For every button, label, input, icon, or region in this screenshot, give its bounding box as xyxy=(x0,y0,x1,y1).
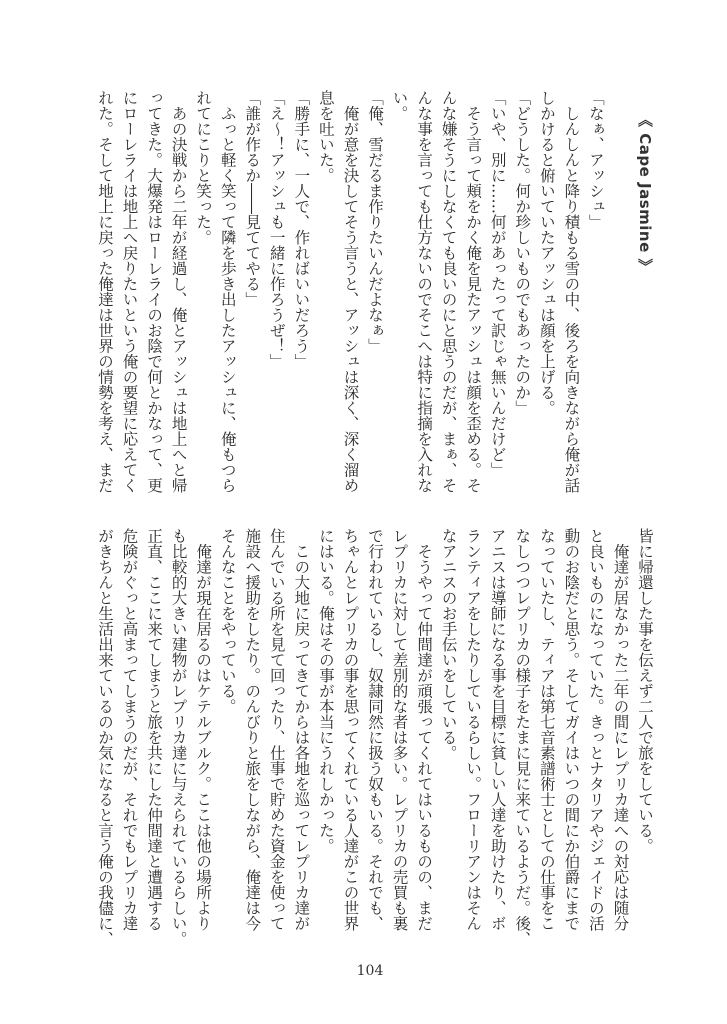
text-column: レプリカに対して差別的な者は多い。レプリカの売買も裏 xyxy=(390,528,409,931)
text-column: ってきた。大爆発はローレライのお陰で何とかなって、更 xyxy=(145,90,164,493)
text-column: で行われているし、奴隷同然に扱う奴もいる。それでも、 xyxy=(365,528,384,931)
text-column: れた。そして地上に戻った俺達は世界の情勢を考え、まだ xyxy=(95,90,114,493)
text-column: 危険がぐっと高まってしまうのだが、それでもレプリカ達 xyxy=(120,528,139,931)
text-column: ちゃんとレプリカの事を思ってくれている人達がこの世界 xyxy=(341,528,360,931)
text-column: 息を吐いた。 xyxy=(316,90,335,183)
text-column: 「どうした。何か珍しいものでもあったのか」 xyxy=(513,90,532,416)
text-column: しんしんと降り積もる雪の中、後ろを向きながら俺が話 xyxy=(562,90,581,493)
text-column: なっていたし、ティアは第七音素譜術士としての仕事をこ xyxy=(537,528,556,931)
text-column: 施設へ援助をしたり。のんびりと旅をしながら、俺達は今 xyxy=(243,528,262,931)
text-column: 「誰が作るか――見ててやる」 xyxy=(243,90,262,307)
text-column: なアニスのお手伝いをしている。 xyxy=(439,528,458,761)
text-column: れてにこりと笑った。 xyxy=(194,90,213,245)
text-column: アニスは導師になる事を目標に貧しい人達を助けたり、ボ xyxy=(488,528,507,931)
text-column: 正直、ここに来てしまうと旅を共にした仲間達と遭遇する xyxy=(145,528,164,931)
text-column: んな嫌そうにしなくても良いのにと思うのだが、まぁ、そ xyxy=(439,90,458,493)
chapter-title: 《 Cape Jasmine 》 xyxy=(636,112,654,274)
text-column: この大地に戻ってきてからは各地を巡ってレプリカ達が xyxy=(292,528,311,931)
text-column: にローレライは地上へ戻りたいという俺の要望に応えてく xyxy=(120,90,139,493)
text-column: そんなことをやっている。 xyxy=(218,528,237,714)
upper-text-tier xyxy=(92,90,657,493)
text-column: んな事を言っても仕方ないのでそこへは特に指摘を入れな xyxy=(415,90,434,493)
text-column: 住んでいる所を見て回ったり、仕事で貯めた資金を使って xyxy=(267,528,286,931)
text-column: そう言って頬をかく俺を見たアッシュは顔を歪める。そ xyxy=(464,90,483,493)
page-number: 104 xyxy=(356,963,384,979)
text-column: 皆に帰還した事を伝えず二人で旅をしている。 xyxy=(636,528,654,854)
text-column: も比較的大きい建物がレプリカ達に与えられているらしい。 xyxy=(169,528,188,947)
text-column: 「いや、別に……何があったって訳じゃ無いんだけど」 xyxy=(488,90,507,478)
text-column: 「勝手に、一人で、作ればいいだろう」 xyxy=(292,90,311,369)
text-column: と良いものになっていた。きっとナタリアやジェイドの活 xyxy=(586,528,605,931)
text-column: 俺が意を決してそう言うと、アッシュは深く、深く溜め xyxy=(341,90,360,493)
text-column: なしつつレプリカの様子をたまに見に来ているようだ。後、 xyxy=(513,528,532,947)
text-column: 「俺、雪だるま作りたいんだよなぁ」 xyxy=(365,90,384,354)
text-column: ふっと軽く笑って隣を歩き出したアッシュに、俺もつら xyxy=(218,90,237,493)
text-column: 俺達が居なかった二年の間にレプリカ達への対応は随分 xyxy=(611,528,630,931)
text-column: 「なぁ、アッシュ」 xyxy=(586,90,605,230)
text-column: がきちんと生活出来ているのか気になると言う俺の我儘に、 xyxy=(95,528,114,947)
text-column: ランティアをしたりしているらしい。フローリアンはそん xyxy=(464,528,483,931)
text-column: にはいる。俺はその事が本当にうれしかった。 xyxy=(316,528,335,854)
text-column: 動のお陰だと思う。そしてガイはいつの間にか伯爵にまで xyxy=(562,528,581,931)
text-column: 俺達が現在居るのはケテルブルク。ここは他の場所より xyxy=(194,528,213,931)
text-column: そうやって仲間達が頑張ってくれてはいるものの、まだ xyxy=(415,528,434,931)
text-column: い。 xyxy=(390,90,409,121)
text-column: しかけると俯いていたアッシュは顔を上げる。 xyxy=(537,90,556,416)
lower-text-tier xyxy=(92,528,657,947)
blank-column xyxy=(608,90,633,493)
text-column: 「え～！アッシュも一緒に作ろうぜ！」 xyxy=(267,90,286,369)
text-column: あの決戦から二年が経過し、俺とアッシュは地上へと帰 xyxy=(169,90,188,493)
